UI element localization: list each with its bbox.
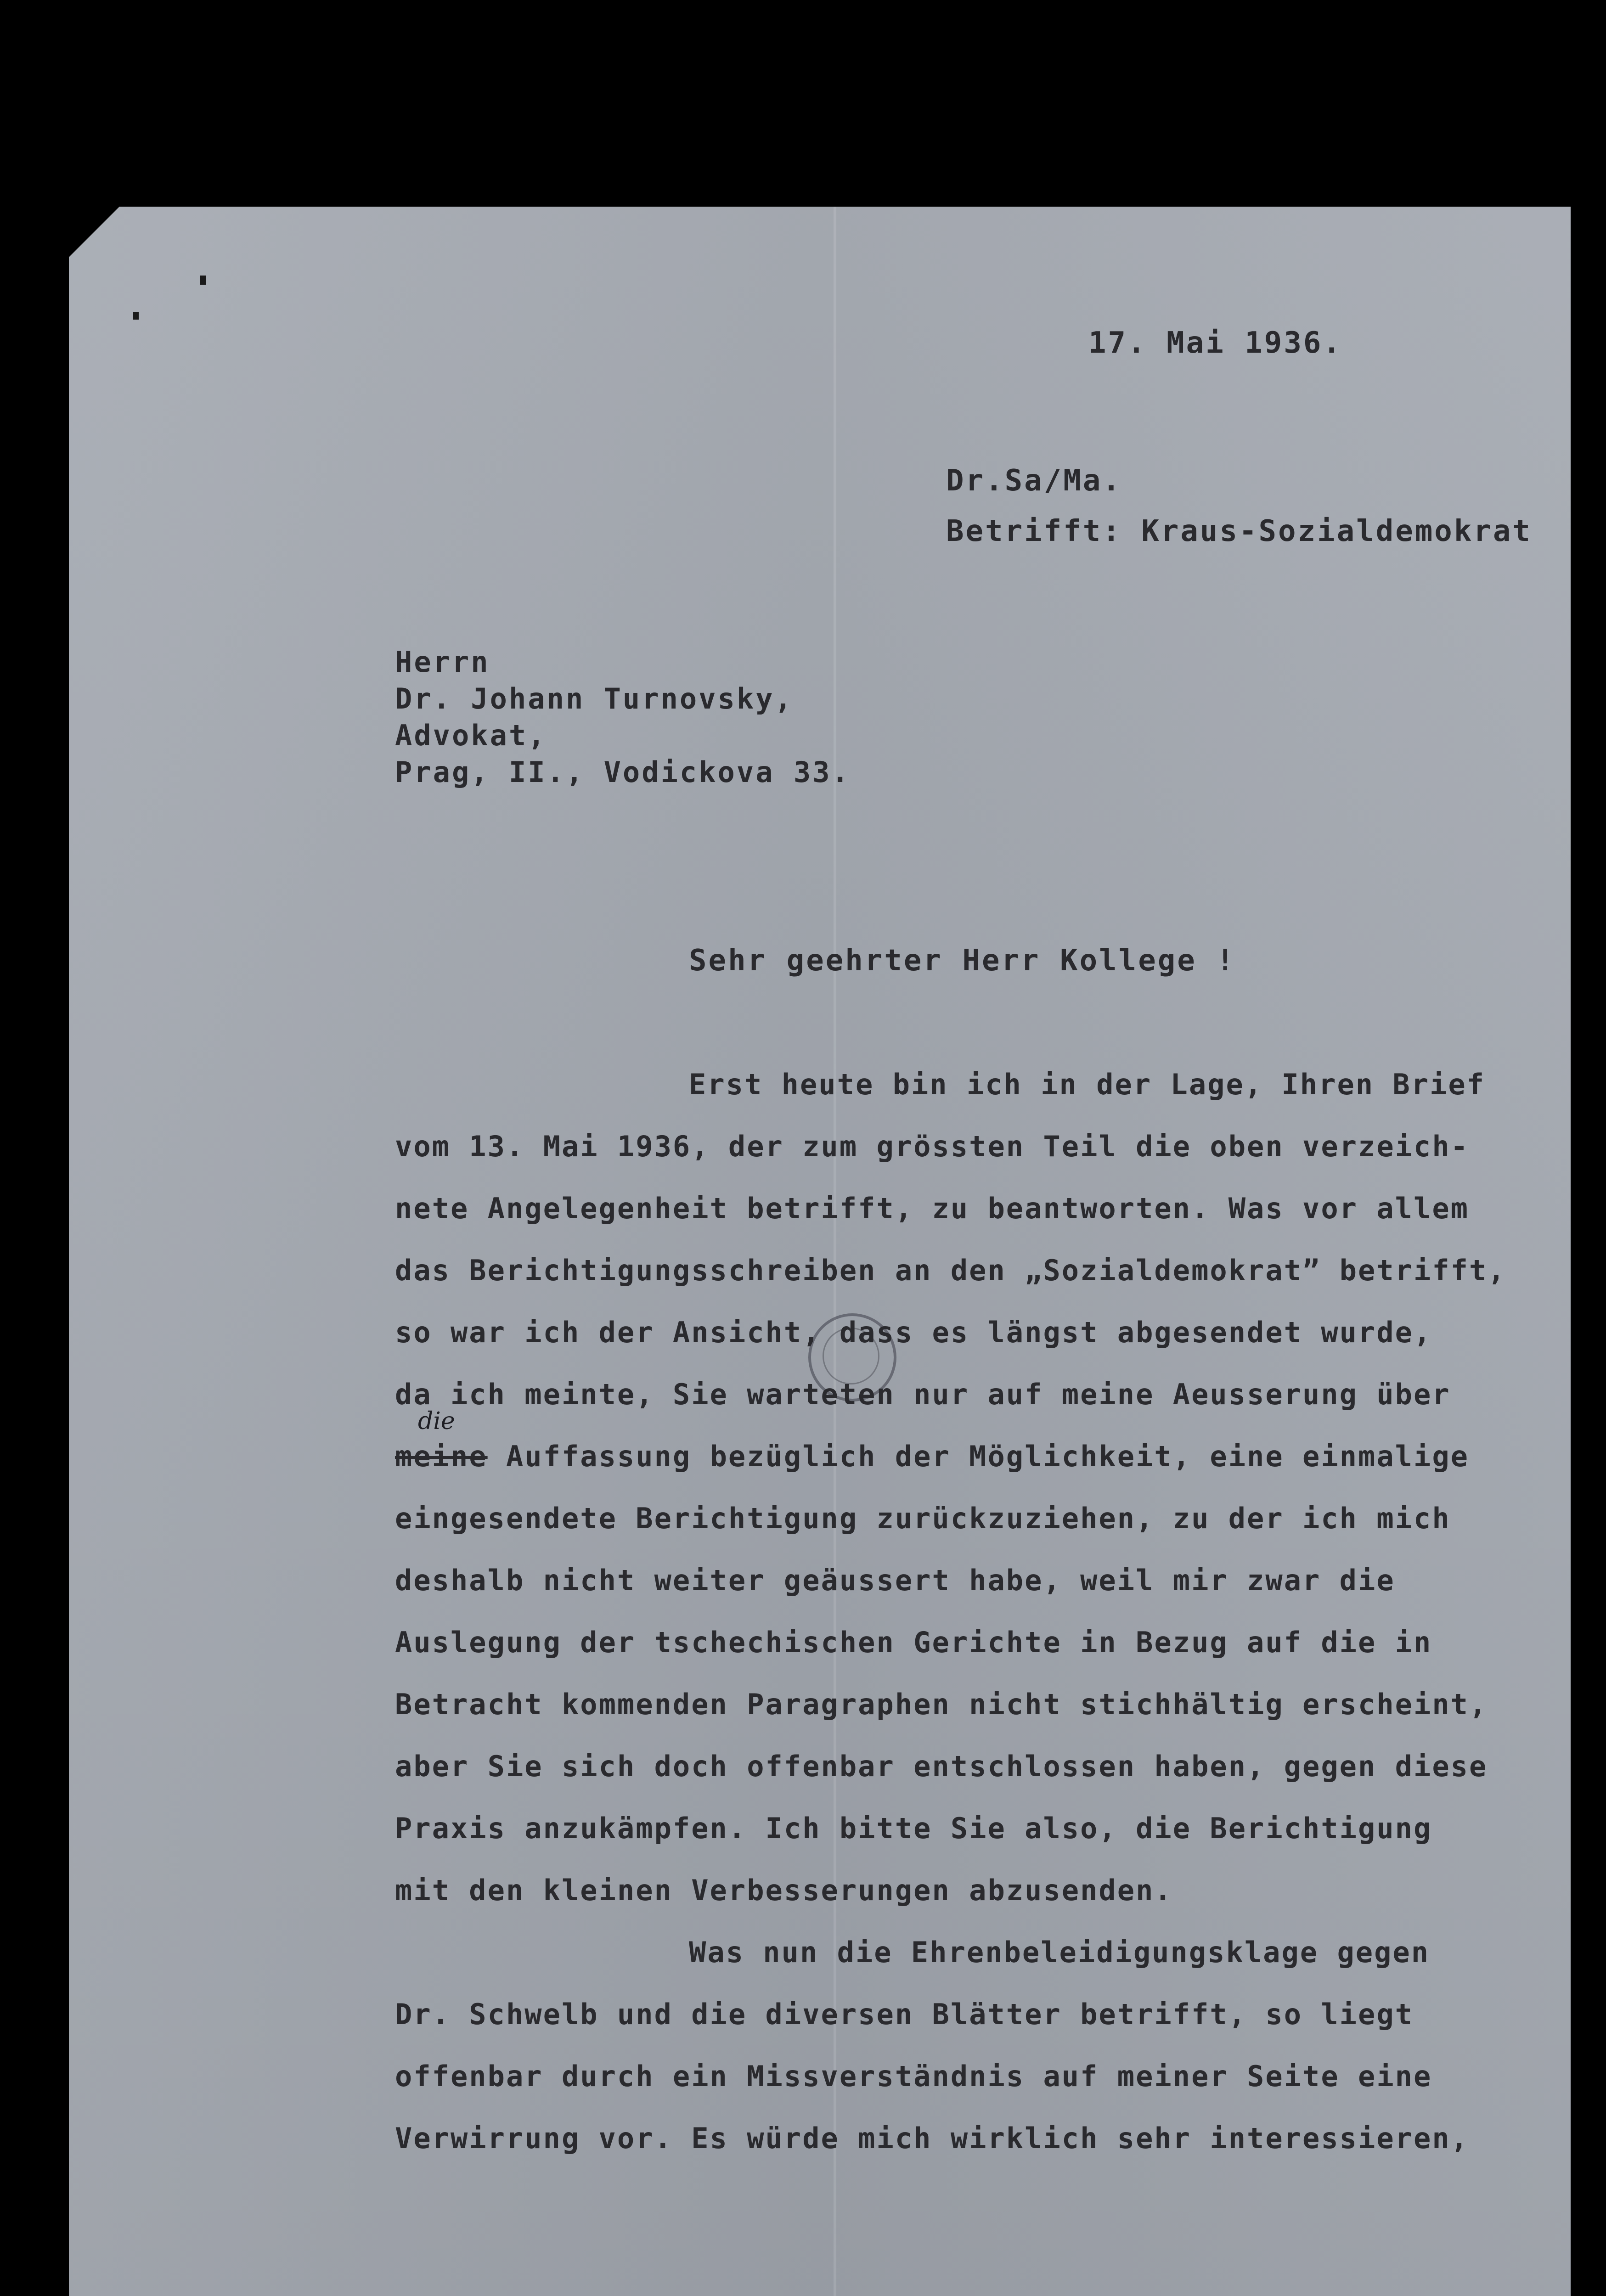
body-line: Betracht kommenden Paragraphen nicht stichhältig erscheint,	[395, 1688, 1488, 1721]
body-line-rest: Auffassung bezüglich der Möglichkeit, eine einmalige	[487, 1440, 1469, 1473]
body-line: mit den kleinen Verbesserungen abzusenden.	[395, 1874, 1173, 1907]
body-line: so war ich der Ansicht, dass es längst abgesendet wurde,	[395, 1316, 1432, 1349]
body-line: das Berichtigungsschreiben an den „Sozialdemokrat” betrifft,	[395, 1254, 1506, 1287]
punch-mark	[200, 276, 206, 285]
body-line: offenbar durch ein Missverständnis auf meiner Seite eine	[395, 2060, 1432, 2093]
address-line: Dr. Johann Turnovsky,	[395, 682, 794, 715]
paper-fold	[834, 207, 836, 2296]
address-line: Prag, II., Vodickova 33.	[395, 755, 851, 789]
body-line: Praxis anzukämpfen. Ich bitte Sie also, die Berichtigung	[395, 1812, 1432, 1845]
address-line: Advokat,	[395, 719, 547, 752]
letter-date: 17. Mai 1936.	[1088, 326, 1342, 360]
punch-mark	[133, 312, 139, 320]
body-line: Was nun die Ehrenbeleidigungsklage gegen	[689, 1936, 1430, 1969]
body-line-with-correction	[395, 1440, 1469, 1473]
reference-code: Dr.Sa/Ma.	[946, 464, 1122, 498]
salutation: Sehr geehrter Herr Kollege !	[689, 944, 1236, 978]
body-line: deshalb nicht weiter geäussert habe, weil mir zwar die	[395, 1564, 1395, 1597]
subject-line: Betrifft: Kraus-Sozialdemokrat	[946, 514, 1532, 548]
body-line: Auslegung der tschechischen Gerichte in Bezug auf die in	[395, 1626, 1432, 1659]
body-line: aber Sie sich doch offenbar entschlossen haben, gegen diese	[395, 1750, 1488, 1783]
body-line: Verwirrung vor. Es würde mich wirklich sehr interessieren,	[395, 2122, 1469, 2155]
handwritten-correction: die	[418, 1407, 455, 1435]
body-line: vom 13. Mai 1936, der zum grössten Teil die oben verzeich-	[395, 1130, 1469, 1163]
body-line: Dr. Schwelb und die diversen Blätter betrifft, so liegt	[395, 1998, 1414, 2031]
body-line: Erst heute bin ich in der Lage, Ihren Brief	[689, 1068, 1486, 1101]
body-line: da ich meinte, Sie warteten nur auf meine Aeusserung über	[395, 1378, 1451, 1411]
body-line: nete Angelegenheit betrifft, zu beantworten. Was vor allem	[395, 1192, 1469, 1225]
address-line: Herrn	[395, 645, 490, 679]
struck-word: meine	[395, 1440, 488, 1473]
body-line: eingesendete Berichtigung zurückzuziehen, zu der ich mich	[395, 1502, 1451, 1535]
